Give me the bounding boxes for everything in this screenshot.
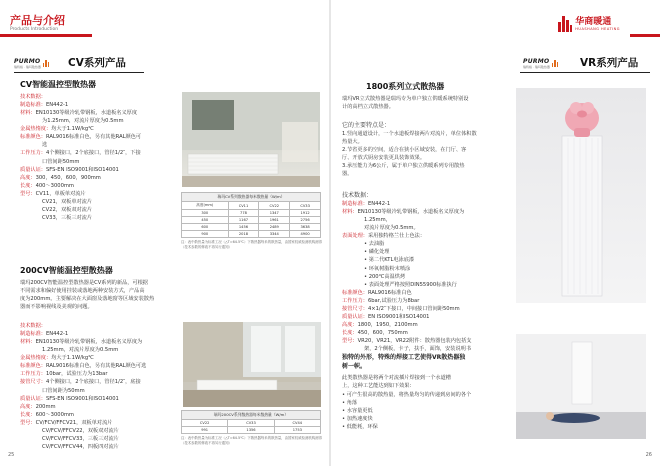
data-value: 450，600，750mm	[357, 330, 408, 336]
table-header: CV22	[182, 420, 228, 427]
data-label: 金属热惰度：	[20, 126, 52, 133]
table-row	[182, 224, 321, 231]
logo-mark-icon	[558, 16, 572, 32]
vr-tech-title: 技术数据：	[342, 192, 373, 199]
text-line: 厅、开放式厨房安装更具装饰效果。	[342, 155, 426, 162]
table-header: 高度(mm)	[182, 202, 229, 210]
data-value: 架，2个侧板，卡子，扶手，面饰，安装说明书	[364, 346, 472, 353]
cv200-tech-data	[20, 322, 180, 451]
page-number-right: 26	[645, 452, 652, 458]
vr-intro	[342, 95, 512, 111]
vr-tech-data	[342, 200, 522, 353]
data-label: 高度：	[20, 403, 36, 410]
cv-table-note: 注：表中散热量为标准工况（△T=64.5℃）下散热器每米的散热量，由国家权威检测机构测得（技术参数的修改不再另行通知）	[181, 240, 322, 249]
data-value: EN442-1	[45, 331, 69, 338]
table-cell: 4900	[290, 231, 321, 238]
data-label: 制造标准：	[20, 102, 46, 109]
data-label: 材料：	[342, 209, 358, 216]
data-line	[20, 427, 180, 435]
data-value: CV/FCV/FFCV21，双板单对流片	[35, 419, 113, 426]
data-value: SFS-EN ISO9001和ISO14001	[45, 395, 119, 402]
cv200-radiator-photo	[183, 322, 321, 407]
data-line	[20, 419, 180, 427]
data-line	[342, 265, 522, 273]
table-cell: 991	[182, 427, 228, 434]
data-label: 长度：	[20, 411, 36, 418]
vr-room-photo	[516, 334, 646, 439]
data-value: CV/FCV/FFCV22，双板双对流片	[42, 427, 119, 434]
data-value: 300，450，600，900mm	[35, 174, 101, 181]
company-logo	[558, 16, 620, 32]
table-cell: 300	[182, 210, 229, 217]
data-line	[342, 337, 522, 345]
text-line: 2.节省更多的空间，适合在狭小区域安装，在门厅、客	[342, 147, 467, 154]
data-value: • 磷化处理	[364, 249, 390, 256]
data-line	[20, 378, 180, 386]
data-label: 材料：	[20, 110, 36, 117]
logo-subtitle: HUASHANG HEATING	[575, 26, 620, 31]
data-label: 技术数据：	[20, 323, 46, 329]
text-line: 计的高档立式散热器。	[342, 104, 394, 111]
cv200-output-table	[181, 410, 321, 434]
cv-heading: CV智能温控型散热器	[20, 80, 97, 89]
data-value: 200mm	[35, 403, 56, 410]
data-line	[342, 289, 522, 297]
text-line: 瑞玛200CV智能温控型散热器是CV系列的新品，可根据	[20, 280, 148, 286]
header-title: 产品与介绍	[10, 14, 65, 27]
data-value: • 环氧树脂粉末喷涂	[364, 265, 411, 272]
data-line	[342, 232, 522, 240]
data-line	[20, 198, 180, 206]
table-cell: 3344	[259, 231, 290, 238]
data-line	[20, 435, 180, 443]
data-value: • 表面处理严格按照DIN55900标准执行	[364, 281, 457, 288]
data-line	[20, 141, 180, 149]
vr-advantages	[342, 130, 512, 178]
table-header: CV44	[274, 420, 320, 427]
data-value: CV/FCV/FFCV44，四板四对流片	[42, 443, 119, 450]
data-value: • 第二代KTL电泳底漆	[364, 257, 415, 264]
data-value: CV11，单板单对流片	[35, 190, 86, 197]
data-value: RAL9016标准白色	[367, 289, 412, 296]
data-label: 标准颜色：	[20, 134, 46, 141]
purmo-icon	[43, 60, 51, 67]
data-value: EN10130等级冷轧带钢板，水道板名义厚度为	[35, 339, 143, 346]
table-row	[182, 217, 321, 224]
cv-output-table	[181, 192, 321, 238]
data-label: 标准颜色：	[20, 363, 46, 370]
data-value: 为1.25mm，对流片厚度为0.5mm	[42, 118, 124, 125]
brand-word: PURMO	[14, 58, 41, 65]
data-label: 长度：	[342, 330, 358, 336]
table-row	[182, 427, 321, 434]
data-line	[20, 330, 180, 338]
data-label: 质量认证：	[20, 395, 46, 402]
data-value: 6bar,试验压力为8bar	[367, 297, 420, 304]
data-value: 10bar，试验压力为13bar	[45, 371, 108, 378]
brand-cn: 瑞特格 · 瑞玛散热器	[523, 65, 550, 69]
data-line	[20, 166, 180, 174]
data-value: 口管间距为50mm	[42, 387, 85, 394]
table-row	[182, 231, 321, 238]
data-value: 400～3000mm	[35, 182, 74, 189]
table-cell: 450	[182, 217, 229, 224]
data-line	[20, 125, 180, 133]
page-gutter	[329, 0, 331, 466]
data-line	[20, 354, 180, 362]
data-label: 工作压力：	[20, 371, 46, 378]
data-label: 工作压力：	[342, 297, 368, 304]
cv-section-title: CV系列产品	[68, 57, 126, 69]
data-label: 质量认证：	[342, 313, 368, 320]
data-label: 型号：	[20, 190, 36, 197]
page-number-left: 25	[8, 452, 15, 458]
table-cell: 600	[182, 224, 229, 231]
text-line: 热量大。	[342, 139, 363, 146]
data-label: 材料：	[20, 339, 36, 346]
data-line	[342, 329, 522, 337]
data-value: 均大于1.1W/kg℃	[51, 355, 94, 362]
data-line	[20, 206, 180, 214]
table-header: CV22	[259, 202, 290, 210]
data-line	[20, 346, 180, 354]
data-line	[20, 117, 180, 125]
table-cell: 1167	[228, 217, 259, 224]
table-cell: 1356	[228, 427, 274, 434]
data-value: 对流片厚度为0.5mm。	[364, 225, 419, 232]
data-line	[20, 443, 180, 451]
vr-outro	[342, 374, 522, 390]
text-line: • 水容量更低	[342, 408, 373, 415]
data-line	[20, 387, 180, 395]
table-header: CV33	[228, 420, 274, 427]
vr-outro-title	[342, 353, 522, 372]
data-line	[342, 297, 522, 305]
table-cell: 3638	[290, 224, 321, 231]
data-value: EN10130等级冷轧带钢板，水道板名义厚度	[35, 110, 138, 117]
data-value: 口管间距50mm	[42, 158, 80, 165]
table-cell: 2489	[259, 224, 290, 231]
header-right-bar	[630, 34, 660, 37]
text-line: 3.承压能力为6公斤，属于单户独立供暖系列专用散热	[342, 163, 465, 170]
data-line	[20, 174, 180, 182]
data-line	[20, 370, 180, 378]
vr-radiator-photo	[516, 88, 646, 303]
data-label: 长度：	[20, 182, 36, 189]
data-label: 型号：	[342, 338, 358, 345]
data-line	[342, 200, 522, 208]
data-label: 技术数据：	[20, 94, 46, 100]
data-line	[20, 411, 180, 419]
data-value: EN442-1	[45, 102, 69, 109]
text-line: • 角落	[342, 400, 358, 407]
cv200-table-caption: 瑞玛200CV系列散热器每米散热量（W/m）	[181, 410, 321, 419]
data-line	[342, 281, 522, 289]
text-line: 器。	[342, 171, 353, 178]
data-line	[342, 321, 522, 329]
data-value: 采用独特格兰仕上色法：	[367, 233, 426, 240]
text-line: 器而不影响视线及美观的问题。	[20, 304, 93, 311]
data-line	[20, 190, 180, 198]
data-value: 1.25mm，对流片厚度为0.5mm	[42, 347, 119, 354]
data-value: 选	[42, 142, 48, 149]
text-line: 度为200mm。主要解决在大面窗及落地窗等区域安装散热	[20, 296, 155, 303]
data-line	[20, 149, 180, 157]
text-line: 独特的外形，特殊的焊接工艺使得VR散热器独	[342, 354, 466, 361]
data-label: 质量认证：	[20, 166, 46, 173]
header-subtitle: Products Introduction	[10, 27, 59, 32]
data-line	[342, 313, 522, 321]
data-value: 4个侧接口，2个底接口，管径1/2″，底接	[45, 379, 141, 386]
cv200-heading: 200CV智能温控型散热器	[20, 266, 113, 275]
text-line: 瑞玛VR立式散热器是瑞玛专为单户独立供暖系统特别设	[342, 96, 469, 102]
table-cell: 900	[182, 231, 229, 238]
data-value: CV/FCV/FFCV33，三板三对流片	[42, 435, 119, 442]
data-label: 接管尺寸：	[20, 379, 46, 386]
text-line: 1.竖向通道设计，一个水道板焊接两片对流片，单位体积散	[342, 131, 477, 137]
cv-tech-data	[20, 93, 180, 222]
data-value: RAL9016标准白色，另有其他RAL颜色可	[45, 134, 142, 141]
table-header: CV11	[228, 202, 259, 210]
text-line: 此类散热器是将两个对流插片焊接到一个水道槽	[342, 375, 451, 381]
data-line	[20, 338, 180, 346]
section-underline	[520, 72, 650, 73]
purmo-brand-left	[14, 58, 51, 69]
section-underline	[14, 72, 144, 73]
vr-benefits	[342, 391, 522, 431]
data-line	[20, 93, 180, 101]
data-label: 工作压力：	[20, 150, 46, 157]
vr-heading: 1800系列立式散热器	[366, 82, 445, 91]
table-cell: 1912	[290, 210, 321, 217]
data-line	[342, 256, 522, 264]
data-label: 标准颜色：	[342, 289, 368, 296]
data-line	[342, 273, 522, 281]
purmo-brand-right	[523, 58, 560, 69]
data-value: 1800，1950，2100mm	[357, 321, 418, 328]
cv-radiator-photo	[182, 92, 320, 187]
data-line	[20, 362, 180, 370]
data-label: 接管尺寸：	[342, 305, 368, 312]
text-line: 上，这种工艺能达到如下效果：	[342, 383, 415, 390]
data-line	[342, 208, 522, 216]
data-line	[342, 345, 522, 353]
cv200-intro	[20, 279, 320, 311]
data-value: 1.25mm，	[364, 217, 391, 224]
purmo-icon	[552, 60, 560, 67]
table-header: CV33	[290, 202, 321, 210]
vr-section-title: VR系列产品	[580, 57, 639, 69]
table-cell: 2018	[228, 231, 259, 238]
brand-word: PURMO	[523, 58, 550, 65]
data-value: EN ISO9001和ISO14001	[367, 313, 430, 320]
data-value: 600～3000mm	[35, 411, 74, 418]
table-cell: 1456	[228, 224, 259, 231]
data-label: 金属热惰度：	[20, 355, 52, 362]
data-label: 型号：	[20, 419, 36, 426]
brand-cn: 瑞特格 · 瑞玛散热器	[14, 65, 41, 69]
data-line	[20, 395, 180, 403]
data-label: 制造标准：	[342, 201, 368, 207]
cv200-table-note: 注：表中散热量为标准工况（△T=64.5℃）下散热器每米的散热量，由国家权威检测机构测得（技术参数的修改不再另行通知）	[181, 436, 322, 445]
data-value: 4×1/2″下接口，中间接口管间距50mm	[367, 305, 460, 312]
data-line	[342, 305, 522, 313]
data-line	[20, 158, 180, 166]
data-value: 4个侧接口，2个底接口，管径1/2″，下接	[45, 150, 141, 157]
vr-advantages-title: 它的主要特点是：	[342, 122, 391, 129]
table-cell: 1961	[259, 217, 290, 224]
data-value: CV22，双板双对流片	[42, 206, 93, 213]
logo-name: 华商暖通	[575, 16, 612, 27]
data-line	[20, 101, 180, 109]
data-value: RAL9016标准白色，另有其他RAL颜色可选	[45, 363, 147, 370]
text-line: 树一帜。	[342, 363, 367, 371]
data-line	[20, 214, 180, 222]
data-value: • 去油脂	[364, 241, 385, 248]
data-line	[20, 322, 180, 330]
cv-table-caption: 瑞玛CV系列散热器每米散热量（W/m）	[181, 192, 321, 201]
table-cell: 1753	[274, 427, 320, 434]
data-value: EN442-1	[367, 201, 391, 207]
data-value: EN10130等级冷轧带钢板，水道板名义厚度为	[357, 209, 465, 216]
data-value: SFS-EN ISO9001和ISO14001	[45, 166, 119, 173]
data-line	[20, 133, 180, 141]
data-value: CV33，三板三对流片	[42, 214, 93, 221]
data-value: CV21，双板单对流片	[42, 198, 93, 205]
data-label: 高度：	[342, 321, 358, 328]
data-label: 制造标准：	[20, 331, 46, 338]
text-line: • 可产生很高的散热量，将热量均匀的传递到房间的各个	[342, 392, 472, 398]
text-line: • 低能耗，环保	[342, 424, 378, 431]
table-cell: 778	[228, 210, 259, 217]
text-line: 不同需求和偏好使用挂装或落地两种安装方式，产品高	[20, 288, 145, 295]
data-line	[20, 182, 180, 190]
data-line	[342, 248, 522, 256]
table-cell: 2756	[290, 217, 321, 224]
table-cell: 1347	[259, 210, 290, 217]
data-line	[20, 109, 180, 117]
data-line	[342, 216, 522, 224]
data-line	[20, 403, 180, 411]
data-label: 高度：	[20, 174, 36, 181]
data-label: 表面处理：	[342, 233, 368, 240]
text-line: • 加热速度快	[342, 416, 373, 423]
data-line	[342, 224, 522, 232]
data-line	[342, 240, 522, 248]
data-value: VR20，VR21，VR22附件：散热器包装内包括支	[357, 338, 472, 345]
data-value: • 200℃高温烘烤	[364, 273, 406, 280]
header-red-bar	[0, 34, 92, 37]
table-row	[182, 210, 321, 217]
data-value: 均大于1.1W/kg℃	[51, 126, 94, 133]
